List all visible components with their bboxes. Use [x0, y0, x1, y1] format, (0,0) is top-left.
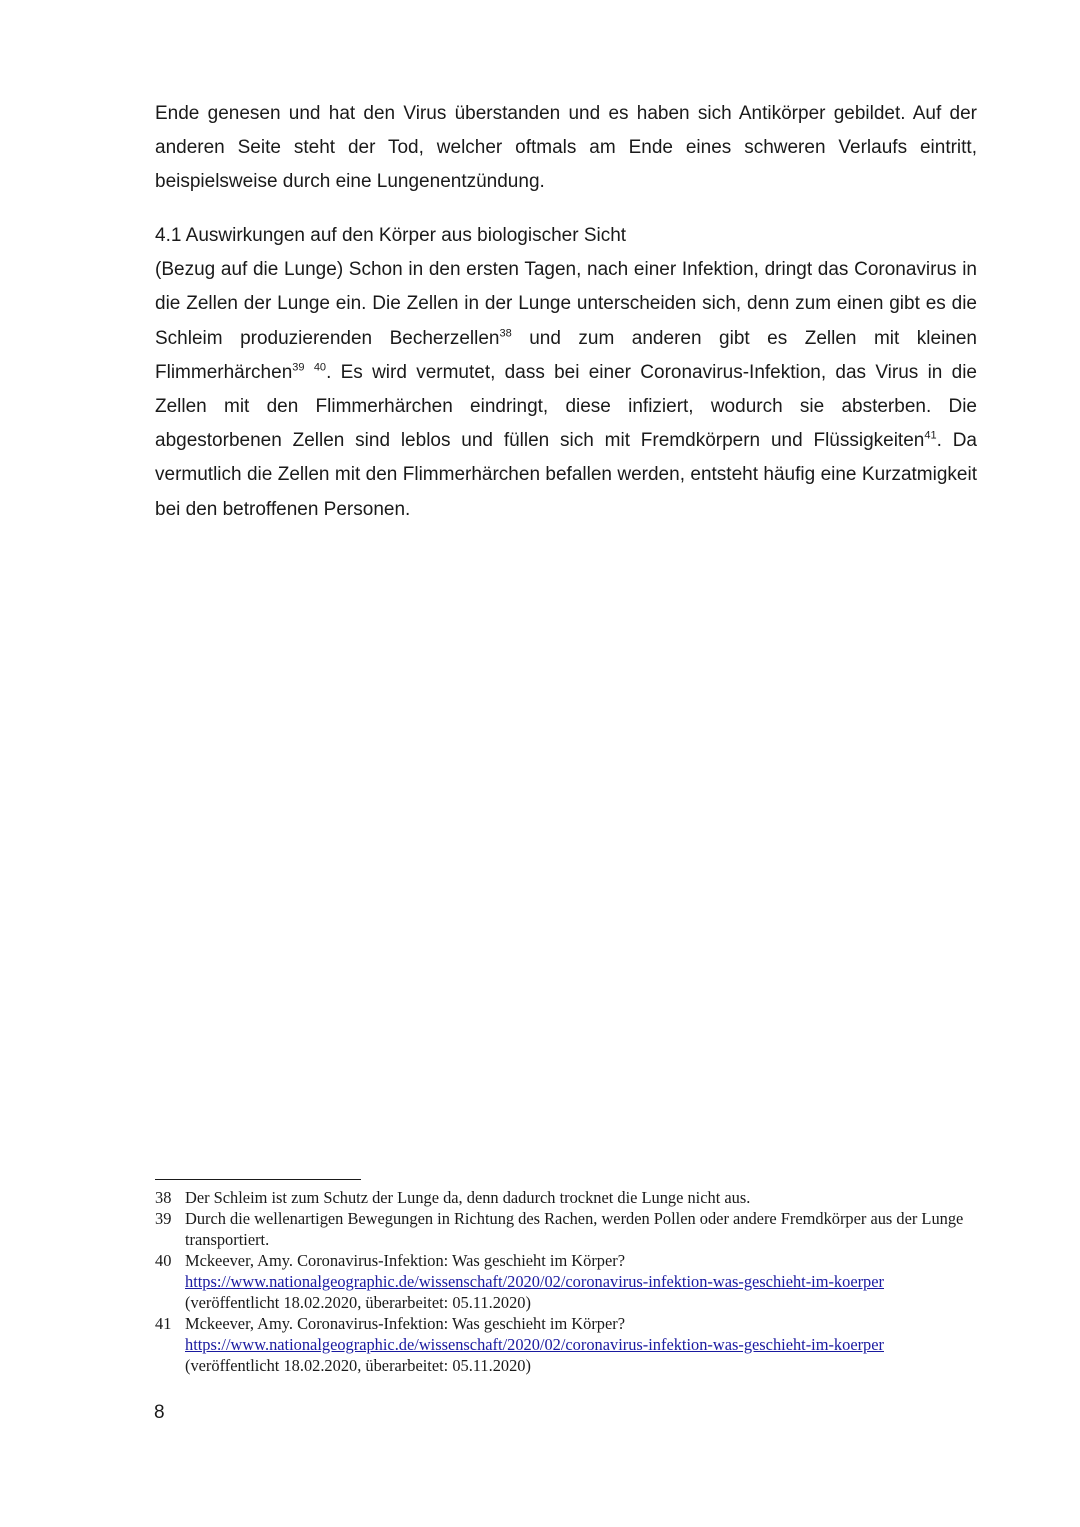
footnote-38: [155, 1187, 977, 1208]
footnote-ref-38[interactable]: 38: [499, 327, 512, 340]
page-number: 8: [154, 1402, 165, 1423]
footnote-ref-40[interactable]: 40: [313, 361, 327, 374]
footnote-number: 39: [155, 1209, 172, 1228]
footnotes: [155, 1187, 977, 1376]
footnote-40: [155, 1250, 977, 1313]
footnote-text: Der Schleim ist zum Schutz der Lunge da, denn dadurch trocknet die Lunge nicht aus.: [185, 1188, 751, 1207]
footnote-number: 40: [155, 1251, 172, 1270]
footnote-note: (veröffentlicht 18.02.2020, überarbeitet: 05.11.2020): [185, 1293, 531, 1312]
footnote-ref-41[interactable]: 41: [924, 429, 937, 442]
footnote-ref-39[interactable]: 39: [292, 361, 305, 374]
text-segment: . Es wird vermutet, dass bei einer Coronavirus-Infektion, das Virus in die Zellen mit den Flimmerhärchen eindringt, diese infiziert, wodurch sie absterben. Die abgestorbenen Zellen sind leblos und füllen sich mit Fremdkörpern und Flüssigkeiten: [155, 361, 978, 452]
footnote-note: (veröffentlicht 18.02.2020, überarbeitet: 05.11.2020): [185, 1356, 531, 1375]
footnote-41: [155, 1313, 977, 1376]
paragraph-text: Ende genesen und hat den Virus überstanden und es haben sich Antikörper gebildet. Auf der anderen Seite steht der Tod, welcher oftmals am Ende eines schweren Verlaufs eintritt, beispielsweise durch eine Lungenentzündung.: [155, 103, 977, 193]
footnote-text: Mckeever, Amy. Coronavirus-Infektion: Was geschieht im Körper?: [185, 1251, 625, 1270]
footnote-separator: [155, 1179, 361, 1180]
footnote-body: [185, 1250, 977, 1313]
text-segment: (Bezug auf die Lunge) Schon in den ersten Tagen, nach einer Infektion, dringt das Coronavirus in die Zellen der Lunge ein. Die Zellen in der Lunge unterscheiden sich, denn zum einen gibt es die Schleim produzierenden Becherzellen: [155, 259, 977, 349]
footnote-number: 41: [155, 1314, 172, 1333]
section-heading: 4.1 Auswirkungen auf den Körper aus biologischer Sicht: [155, 225, 627, 246]
text-segment: . Da vermutlich die Zellen mit den Flimmerhärchen befallen werden, entsteht häufig eine Kurzatmigkeit bei den betroffenen Personen.: [155, 430, 977, 520]
footnote-link[interactable]: https://www.nationalgeographic.de/wissenschaft/2020/02/coronavirus-infektion-was-geschieht-im-koerper: [185, 1335, 884, 1354]
footnote-body: [185, 1313, 977, 1376]
text-segment: und zum anderen gibt es Zellen mit kleinen Flimmerhärchen: [155, 327, 977, 383]
footnote-link[interactable]: https://www.nationalgeographic.de/wissenschaft/2020/02/coronavirus-infektion-was-geschieht-im-koerper: [185, 1272, 884, 1291]
footnote-39: [155, 1208, 977, 1250]
section-4-1: [155, 219, 977, 527]
section-paragraph: [155, 253, 977, 527]
footnote-number: 38: [155, 1188, 172, 1207]
paragraph-intro: [155, 97, 977, 200]
footnote-text: Durch die wellenartigen Bewegungen in Richtung des Rachen, werden Pollen oder andere Fremdkörper aus der Lunge transportiert.: [185, 1209, 964, 1249]
footnote-text: Mckeever, Amy. Coronavirus-Infektion: Was geschieht im Körper?: [185, 1314, 625, 1333]
